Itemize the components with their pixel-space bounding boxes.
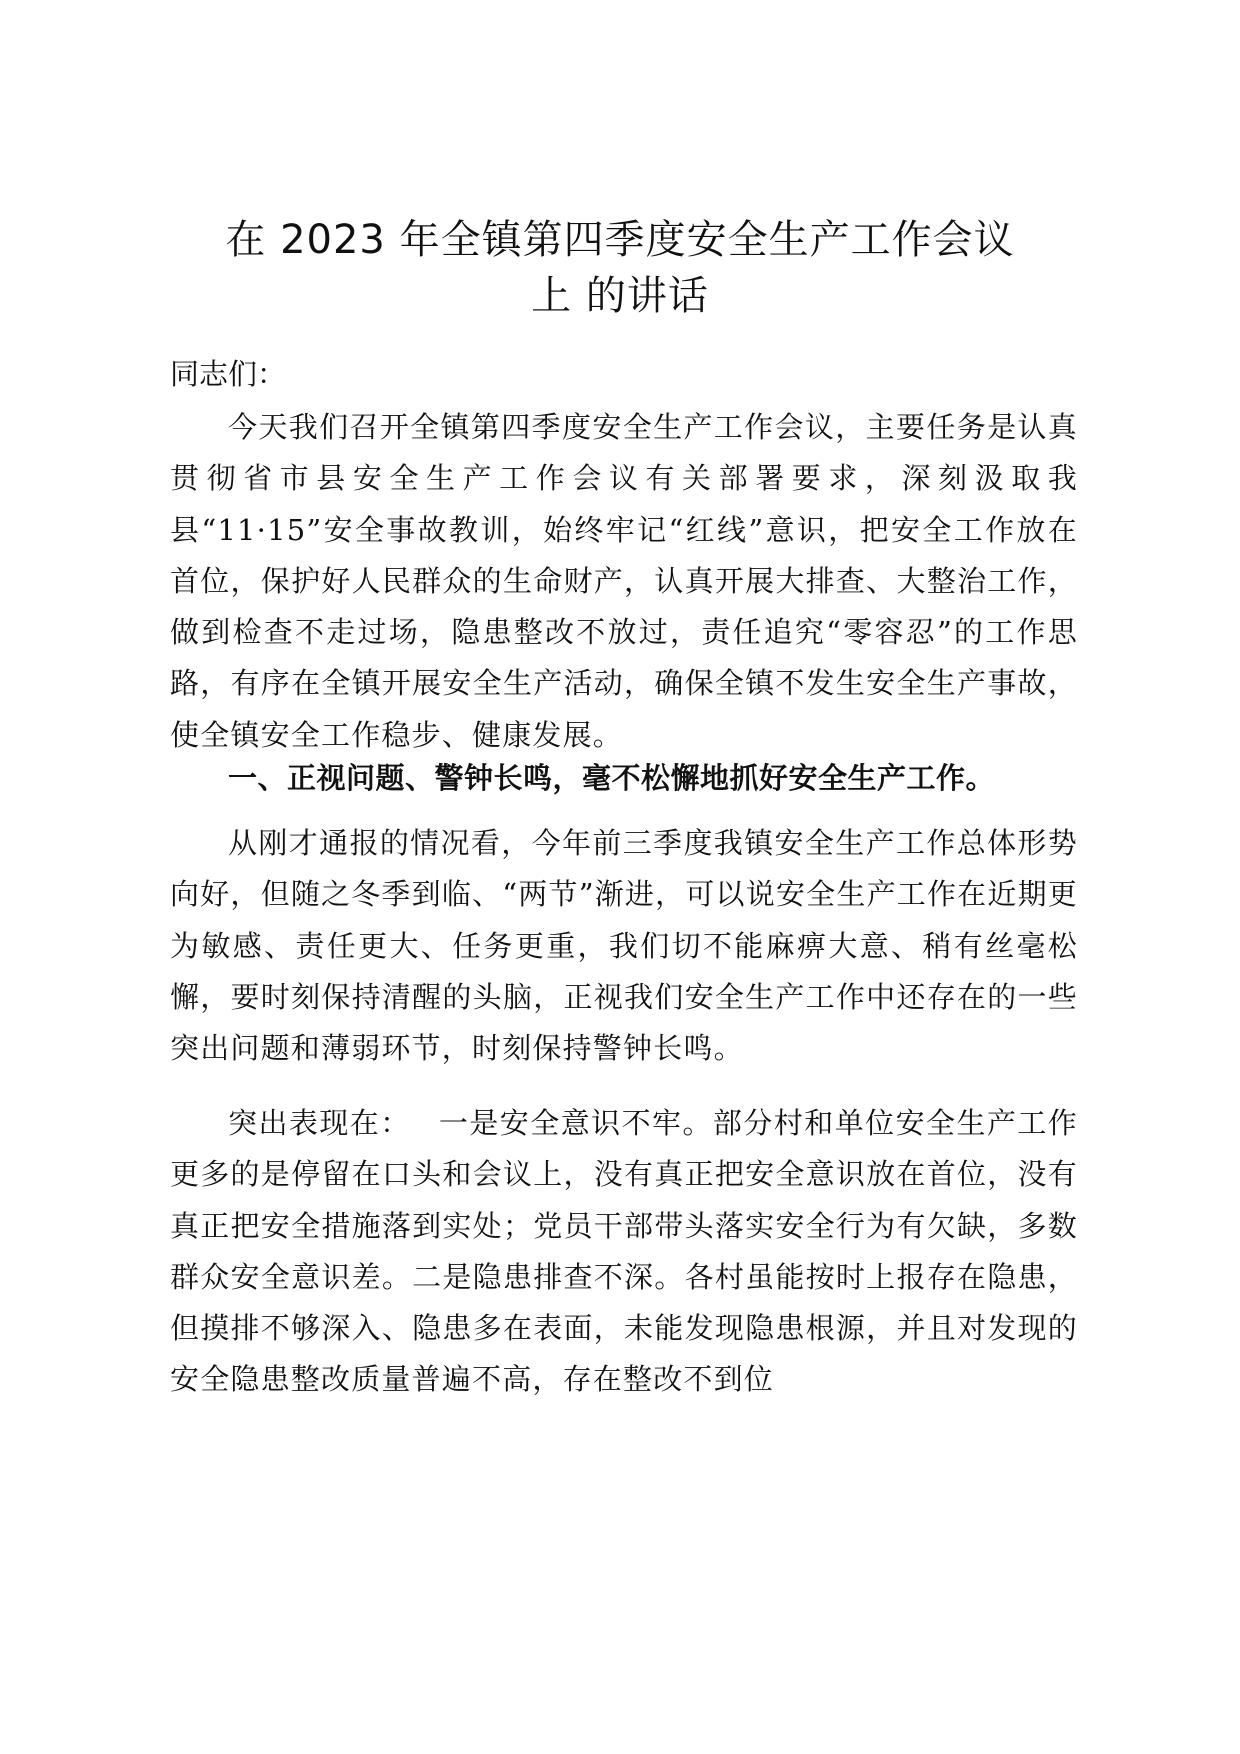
section-heading-1: 一、正视问题、警钟长鸣，毫不松懈地抓好安全生产工作。 (228, 761, 996, 795)
salutation: 同志们： (170, 357, 287, 391)
paragraph-problems-lead: 突出表现在： (228, 1106, 411, 1140)
paragraph-situation: 从刚才通报的情况看，今年前三季度我镇安全生产工作总体形势向好，但随之冬季到临、“两节”渐进，可以说安全生产工作在近期更为敏感、责任更大、任务更重，我们切不能麻痹大意、稍有丝毫松懈，要时刻保持清醒的头脑，正视我们安全生产工作中还存在的一些突出问题和薄弱环节，时刻保持警钟长鸣。 (170, 826, 1078, 1066)
paragraph-problems (170, 1098, 1078, 1408)
paragraph-intro: 今天我们召开全镇第四季度安全生产工作会议，主要任务是认真贯彻省市县安全生产工作会议有关部署要求，深刻汲取我县“11·15”安全事故教训，始终牢记“红线”意识，把安全工作放在首位，保护好人民群众的生命财产，认真开展大排查、大整治工作，做到检查不走过场，隐患整改不放过，责任追究“零容忍”的工作思路，有序在全镇开展安全生产活动，确保全镇不发生安全生产事故，使全镇安全工作稳步、健康发展。 (170, 410, 1078, 752)
document-title-line-1: 在 2023 年全镇第四季度安全生产工作会议 (225, 217, 1015, 263)
document-title-line-2: 上 的讲话 (531, 273, 709, 319)
paragraph-problems-body: 一是安全意识不牢。部分村和单位安全生产工作更多的是停留在口头和会议上，没有真正把安全意识放在首位，没有真正把安全措施落到实处；党员干部带头落实安全行为有欠缺，多数群众安全意识差。二是隐患排查不深。各村虽能按时上报存在隐患，但摸排不够深入、隐患多在表面，未能发现隐患根源，并且对发现的安全隐患整改质量普遍不高，存在整改不到位 (170, 1106, 1079, 1397)
